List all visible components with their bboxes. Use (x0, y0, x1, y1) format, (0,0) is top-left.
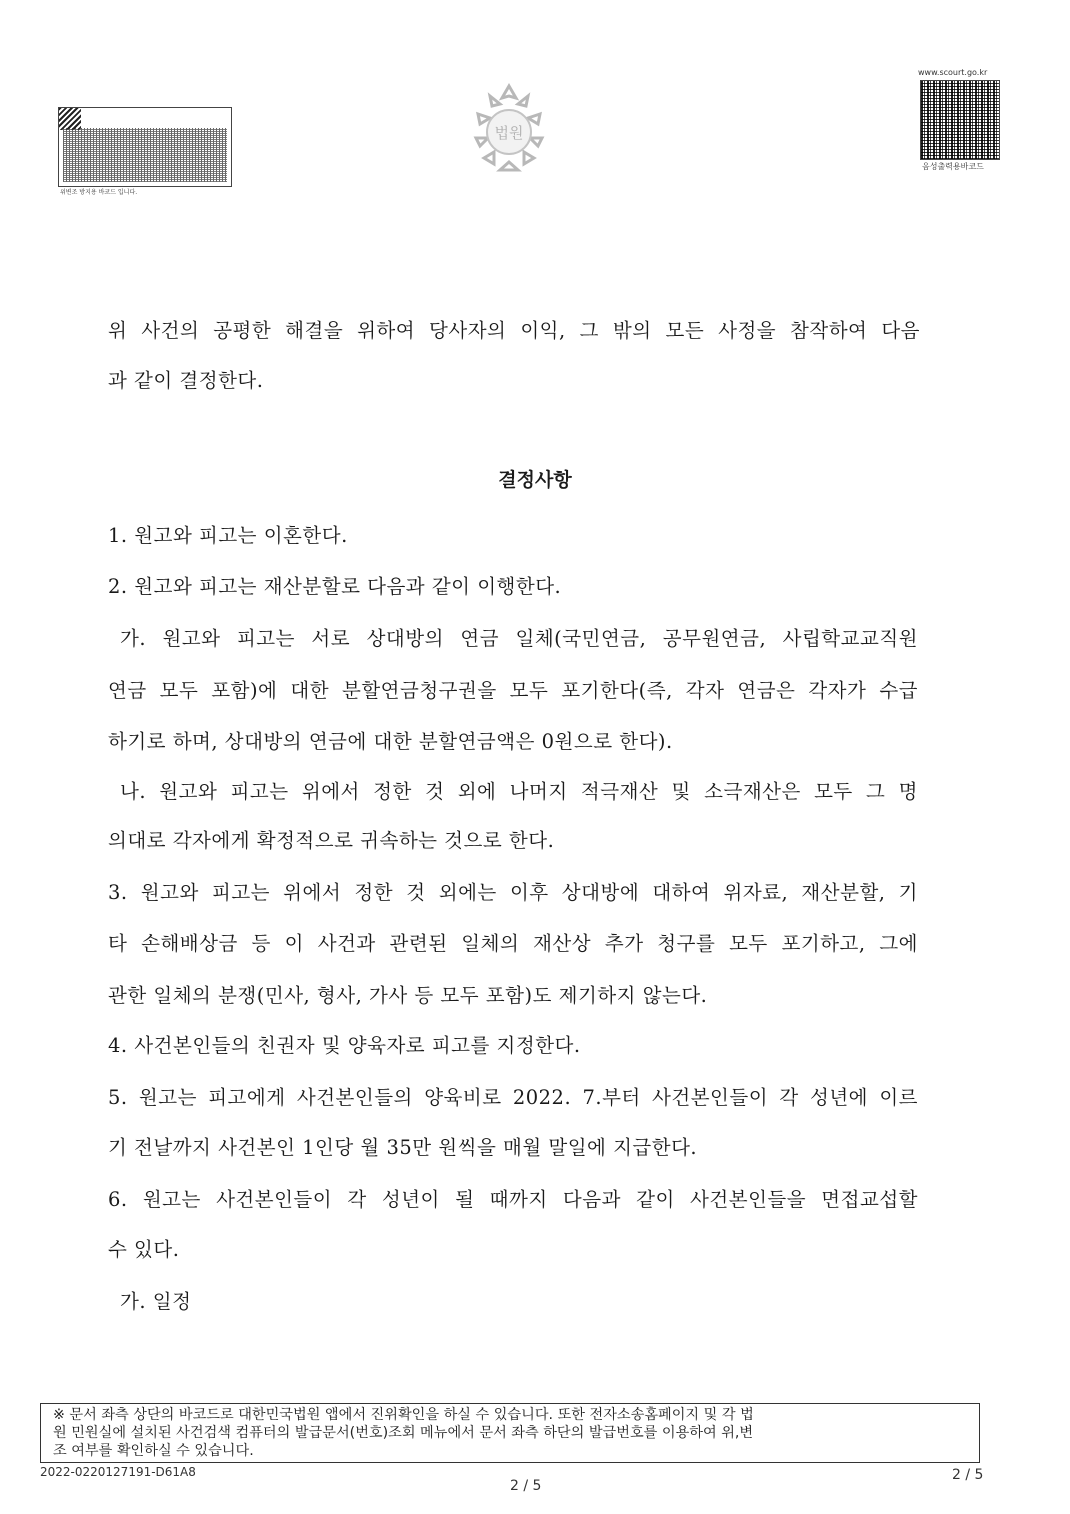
qr-caption: 음성출력용바코드 (922, 162, 984, 171)
verification-notice (40, 1403, 980, 1463)
item-2-ga-line-1: 가. 원고와 피고는 서로 상대방의 연금 일체(국민연금, 공무원연금, 사립학교교직원 (120, 627, 918, 650)
item-4: 4. 사건본인들의 친권자 및 양육자로 피고를 지정한다. (108, 1034, 581, 1057)
item-3-line-3: 관한 일체의 분쟁(민사, 형사, 가사 등 모두 포함)도 제기하지 않는다. (108, 984, 708, 1007)
page-number-right: 2 / 5 (952, 1467, 984, 1483)
seal-text: 법원 (494, 124, 524, 142)
item-3-line-1: 3. 원고와 피고는 위에서 정한 것 외에는 이후 상대방에 대하여 위자료, 재산분할, 기 (108, 881, 918, 904)
qr-url: www.scourt.go.kr (918, 68, 988, 77)
intro-line-2: 과 같이 결정한다. (108, 369, 264, 392)
section-title: 결정사항 (498, 469, 572, 491)
item-2-na-line-2: 의대로 각자에게 확정적으로 귀속하는 것으로 한다. (108, 829, 555, 852)
intro-line-1: 위 사건의 공평한 해결을 위하여 당사자의 이익, 그 밖의 모든 사정을 참작하여 다음 (108, 319, 920, 342)
issue-number: 2022-0220127191-D61A8 (40, 1465, 196, 1479)
item-6-line-2: 수 있다. (108, 1238, 180, 1261)
barcode-pattern (63, 128, 227, 182)
notice-line-1: ※ 문서 좌측 상단의 바코드로 대한민국법원 앱에서 진위확인을 하실 수 있습니다. 또한 전자소송홈페이지 및 각 법 (53, 1407, 754, 1423)
item-6-ga: 가. 일정 (120, 1290, 192, 1313)
item-6-line-1: 6. 원고는 사건본인들이 각 성년이 될 때까지 다음과 같이 사건본인들을 면접교섭할 (108, 1188, 918, 1211)
item-5-line-1: 5. 원고는 피고에게 사건본인들의 양육비로 2022. 7.부터 사건본인들이 각 성년에 이르 (108, 1086, 918, 1109)
item-1: 1. 원고와 피고는 이혼한다. (108, 524, 348, 547)
notice-line-2: 원 민원실에 설치된 사건검색 컴퓨터의 발급문서(번호)조회 메뉴에서 문서 좌측 하단의 발급번호를 이용하여 위,변 (53, 1425, 754, 1441)
item-2-ga-line-2: 연금 모두 포함)에 대한 분할연금청구권을 모두 포기한다(즉, 각자 연금은 각자가 수급 (108, 679, 918, 702)
page-number-center: 2 / 5 (510, 1478, 542, 1494)
notice-line-3: 조 여부를 확인하실 수 있습니다. (53, 1443, 254, 1459)
item-2-na-line-1: 나. 원고와 피고는 위에서 정한 것 외에 나머지 적극재산 및 소극재산은 모두 그 명 (120, 780, 918, 803)
item-2: 2. 원고와 피고는 재산분할로 다음과 같이 이행한다. (108, 575, 562, 598)
voice-output-barcode (920, 80, 1000, 160)
item-5-line-2: 기 전날까지 사건본인 1인당 월 35만 원씩을 매월 말일에 지급한다. (108, 1136, 698, 1159)
anti-forgery-barcode (58, 107, 232, 187)
court-seal-icon (470, 82, 548, 178)
barcode-corner-mark (59, 108, 81, 130)
item-3-line-2: 타 손해배상금 등 이 사건과 관련된 일체의 재산상 추가 청구를 모두 포기하고, 그에 (108, 932, 918, 955)
barcode-caption: 위변조 방지용 바코드 입니다. (60, 189, 138, 196)
item-2-ga-line-3: 하기로 하며, 상대방의 연금에 대한 분할연금액은 0원으로 한다). (108, 730, 673, 753)
